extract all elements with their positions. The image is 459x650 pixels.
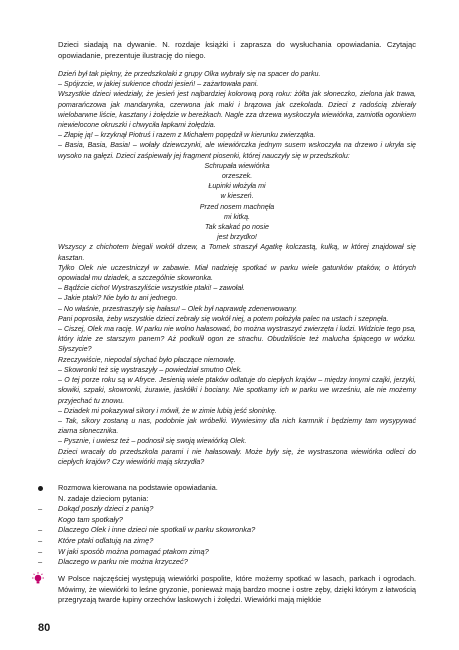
question-text: Dlaczego Olek i inne dzieci nie spotkali w parku skowronka? [58,525,256,535]
story-paragraph: – Bądźcie cicho! Wystraszyliście wszystkie ptaki! – zawołał. [58,284,245,293]
discussion-section [38,483,416,568]
story-paragraph: – Złapię ją! – krzyknął Piotruś i razem z Michałem popędził w kierunku zwierzątka. [58,131,316,140]
story-paragraph: Tylko Olek nie uczestniczył w zabawie. Miał nadzieję spotkać w parku wiele gatunków ptaków, o których opowiadał mu dziadek, a szczególnie skowronka. [58,263,416,283]
dash-icon: – [38,504,43,514]
story-paragraph: Pani poprosiła, żeby wszystkie dzieci zebrały się wokół niej, a potem położyła palec na ustach i szepnęła. [58,314,389,323]
dash-icon: – [38,557,43,567]
story-paragraph: – O tej porze roku są w Afryce. Jesienią wiele ptaków odlatuje do ciepłych krajów – między innymi czajki, jerzyki, słowiki, szpaki, skowronki, żurawie, jaskółki i bociany. Nie spotkamy ich w parku we wrześniu, ale nie możemy przyjechać tu znowu. [58,376,416,405]
question-item [38,504,416,515]
story-paragraph: Dzień był tak piękny, że przedszkolaki z grupy Olka wybrały się na spacer do parku. [58,70,321,78]
question-item [38,546,416,558]
story-paragraph: – No właśnie, przestraszyły się hałasu! – Olek był naprawdę zdenerwowany. [58,304,298,313]
question-item [38,535,416,547]
poem-line: Schrupała wiewiórka [204,161,270,170]
story-paragraph: – Skowronki też się wystraszyły – powiedział smutno Olek. [58,365,243,374]
question-item [38,525,416,536]
question-list [38,504,416,568]
story-paragraph: – Tak, sikory zostaną u nas, podobnie jak wróbelki. Wywiesimy dla nich karmnik i będziemy tam wysypywać ziarna słonecznika. [58,416,416,436]
question-text: Dokąd poszły dzieci z panią? [58,504,154,514]
story-paragraph: – Ciszej, Olek ma rację. W parku nie wolno hałasować, bo można wystraszyć zwierzęta i ludzi. Widzicie tego psa, który idzie ze starszym panem? Aż podkulił ogon ze strachu. Obudziliście też malucha śpiącego w wózku. Słyszycie? [58,325,416,354]
bullet-icon [38,486,43,491]
song-poem [58,161,416,243]
dash-icon: – [38,535,43,545]
question-text: Które ptaki odlatują na zimę? [58,535,154,545]
question-text: Kogo tam spotkały? [58,514,123,524]
story-paragraph: Dzieci wracały do przedszkola parami i nie hałasowały. Może były się, że wystraszona wiewiórka odleci do ciepłych krajów? Czy wiewiórki mają skrzydła? [58,447,416,466]
story-paragraph: – Pysznie, i uwiesz też – podnosił się swoją wiewiórką Olek. [58,437,247,446]
question-text: W jaki sposób można pomagać ptakom zimą? [58,546,209,556]
story-paragraph: – Spójrzcie, w jakiej sukience chodzi jesień! – zażartowała pani. [58,80,259,89]
story-paragraph: – Jakie ptaki? Nie było tu ani jednego. [58,294,178,303]
lightbulb-icon [31,572,45,586]
discussion-heading: Rozmowa kierowana na podstawie opowiadania. [58,483,218,492]
dash-icon: – [38,525,43,535]
poem-line: jest brzydko! [217,233,257,242]
poem-line: w kieszeń. [220,192,254,201]
poem-line: Tak skakać po nosie [204,223,269,232]
story-paragraph: Wszystkie dzieci wiedziały, że jesień jest najbardziej kolorową porą roku: żółta jak słoneczko, zielona jak trawa, pomarańczowa jak mandarynka, czerwona jak maki i brązowa jak czekolada. Dzieci z radością zbierały wielobarwne liście, kasztany i żołędzie w bereżkach. Nagle zza drzewa wyskoczyła wiewiórka, zamiotła ogonkiem niewielocone okruszki i chwyciła łapkami żołędzia. [58,90,416,130]
tip-paragraph: W Polsce najczęściej występują wiewiórki pospolite, które możemy spotkać w lasach, parkach i ogrodach. Mówimy, że wiewiórki to leśne gryzonie, ponieważ mają bardzo mocne i ostre zęby, dzięki którym z łatwością przegryzają twarde łupiny orzechów laskowych i żołędzi. Wiewiórki mają miękkie [58,574,416,605]
story-paragraph: Wszyscy z chichotem biegali wokół drzew, a Tomek straszył Agatkę kolczastą, kulką, w której znajdował się kasztan. [58,243,416,262]
discussion-heading-row [58,483,416,494]
question-item [58,515,416,526]
question-item [38,557,416,568]
story-paragraph: – Basia, Basia, Basia! – wołały dziewczynki, ale wiewiórczka jednym susem wskoczyła na drzewo i ukryła się wysoko na gałęzi. Dzieci zaśpiewały jej fragment piosenki, której nauczyły się w przedszkolu: [58,141,416,160]
poem-line: orzeszek. [221,172,253,181]
dash-icon: – [38,546,43,556]
story-text [58,69,416,467]
page-number: 80 [38,622,51,634]
intro-paragraph: Dzieci siadają na dywanie. N. rozdaje książki i zaprasza do wysłuchania opowiadania. Czytając opowiadanie, prezentuje ilustrację do niego. [58,40,416,60]
question-text: Dlaczego w parku nie można krzyczeć? [58,557,188,567]
poem-line: Łupinki włożyła mi [208,182,266,191]
story-paragraph: Rzeczywiście, niepodal słychać było płaczące niemowlę. [58,355,236,364]
poem-line: mi kitką. [223,212,250,221]
poem-line: Przed nosem machnęła [199,202,275,211]
story-paragraph: – Dziadek mi pokazywał sikory i mówił, że w zimie lubią jeść słoninkę. [58,406,277,415]
discussion-lead: N. zadaje dzieciom pytania: [58,493,149,503]
